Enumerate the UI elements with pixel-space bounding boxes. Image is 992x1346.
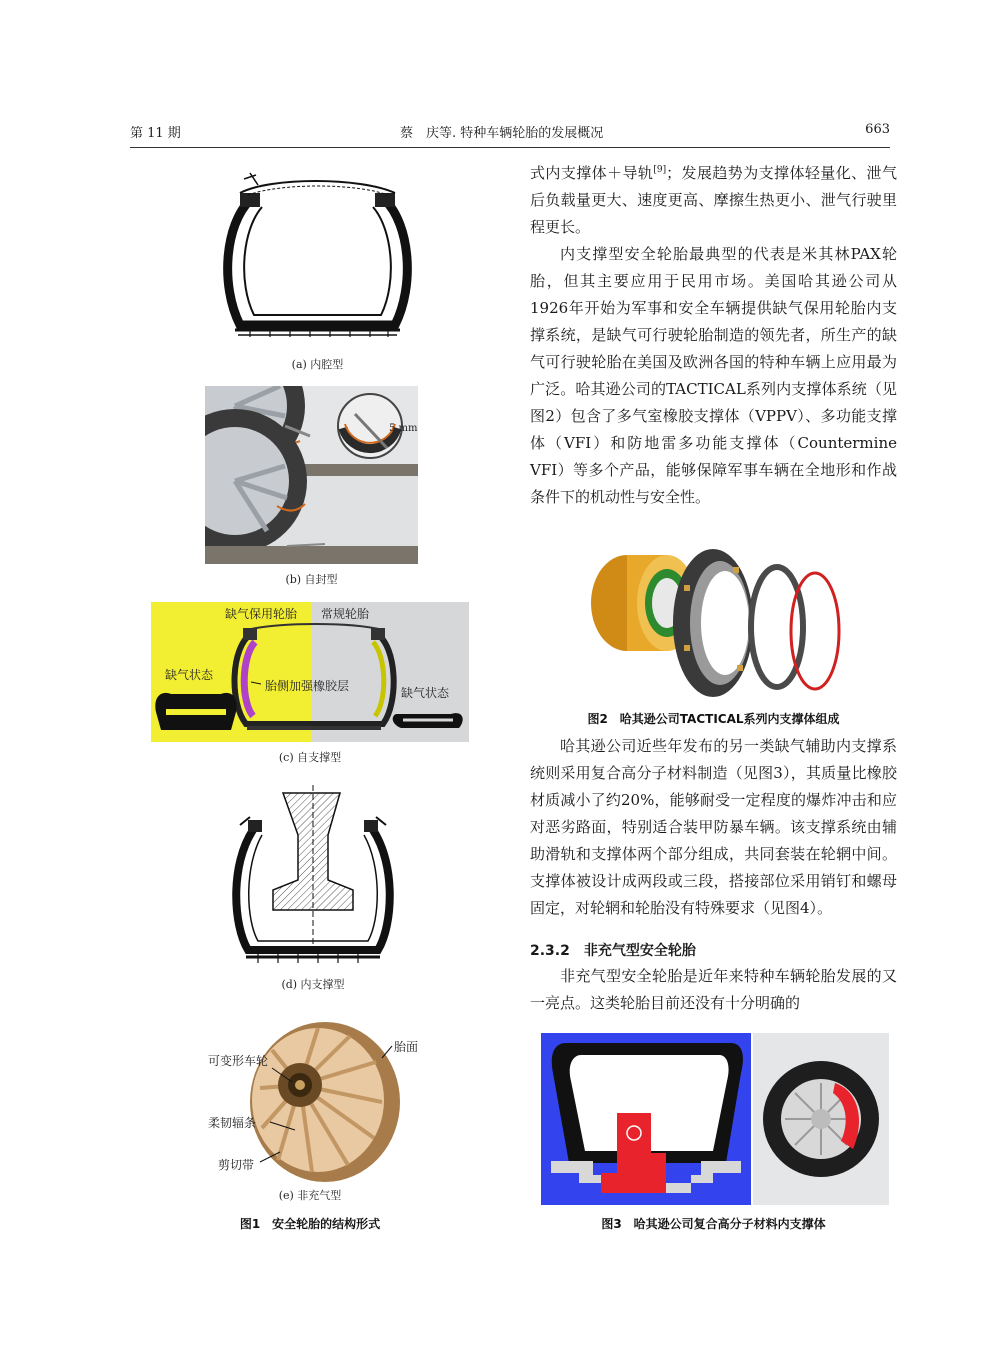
paragraph-3-text: 哈其逊公司近些年发布的另一类缺气辅助内支撑系统则采用复合高分子材料制造（见图3），其质量比橡胶材质减小了约20%，能够耐受一定程度的爆炸冲击和应对恶劣路面，特别适合装甲防暴车辆。该支撑系统由辅助滑轨和支撑体两个部分组成，共同套装在轮辋中间。支撑体被设计成两段或三段，搭接部位采用销钉和螺母固定，对轮辋和轮胎没有特殊要求（见图4）。 [530,737,897,917]
fig3-title: 图3 哈其逊公司复合高分子材料内支撑体 [601,1217,826,1231]
fig1c-caption: (c) 自支撑型 [278,751,342,764]
paragraph-3 [530,733,897,922]
fig1a-tire-drawing [210,165,425,355]
running-title: 蔡 庆等. 特种车辆轮胎的发展概况 [400,126,604,141]
section-heading-2-3-2: 2.3.2 非充气型安全轮胎 [530,943,696,959]
fig2-tactical-system-image [585,545,850,705]
fig1c-label-deflated-right: 缺气状态 [401,686,450,700]
fig1c-label-normal: 常规轮胎 [321,607,370,621]
fig1c-label-sidewall: 胎侧加强橡胶层 [265,679,350,693]
fig1e-caption: (e) 非充气型 [278,1189,342,1202]
fig1d-tire-drawing [228,785,398,970]
fig1b-photo [205,386,418,564]
fig1-title: 图1 安全轮胎的结构形式 [239,1217,381,1231]
fig1d-caption: (d) 内支撑型 [281,978,345,991]
paragraph-2-text: 内支撑型安全轮胎最典型的代表是米其林PAX轮胎，但其主要应用于民用市场。美国哈其逊公司从1926年开始为军事和安全车辆提供缺气保用轮胎内支撑系统，是缺气可行驶轮胎制造的领先者，所生产的缺气可行驶轮胎在美国及欧洲各国的特种车辆上应用最为广泛。哈其逊公司的TACTICAL系列内支撑体系统（见图2）包含了多气室橡胶支撑体（VPPV）、多功能支撑体（VFI）和防地雷多功能支撑体（Countermine VFI）等多个产品，能够保障军事车辆在全地形和作战条件下的机动性与安全性。 [530,245,897,506]
fig1a-caption: (a) 内腔型 [291,358,344,371]
paragraph-1-start: 式内支撑体＋导轨 [530,164,654,182]
paragraph-4-text: 非充气型安全轮胎是近年来特种车辆轮胎发展的又一亮点。这类轮胎目前还没有十分明确的 [530,967,897,1012]
fig1e-label-wheel: 可变形车轮 [208,1054,269,1068]
fig1e-label-spokes: 柔韧辐条 [208,1116,257,1130]
paragraph-1-end: ；发展趋势为支撑体轻量化、泄气后负载量更大、速度更高、摩擦生热更小、泄气行驶里程更长。 [530,164,897,236]
fig2-title: 图2 哈其逊公司TACTICAL系列内支撑体组成 [587,712,840,726]
fig3-wheel-photo [753,1033,889,1205]
fig1e-label-band: 剪切带 [218,1158,255,1172]
fig1b-caption: (b) 自封型 [285,573,338,586]
header-rule [130,147,890,148]
citation-9: [9] [653,165,667,175]
fig1c-label-runflat: 缺气保用轮胎 [225,607,298,621]
paragraph-4 [530,963,897,1017]
paragraph-1 [530,160,897,241]
fig1c-label-deflated-left: 缺气状态 [165,668,214,682]
fig3-cross-section-image [541,1033,751,1205]
fig1e-diagram [200,1010,420,1185]
issue-number: 第 11 期 [130,126,181,141]
paragraph-2 [530,241,897,511]
page-number: 663 [865,122,890,137]
fig1b-scale-label: 5 mm [389,423,418,434]
fig1e-label-tread: 胎面 [394,1040,419,1054]
fig1c-diagram [151,602,469,742]
running-header [130,122,890,146]
